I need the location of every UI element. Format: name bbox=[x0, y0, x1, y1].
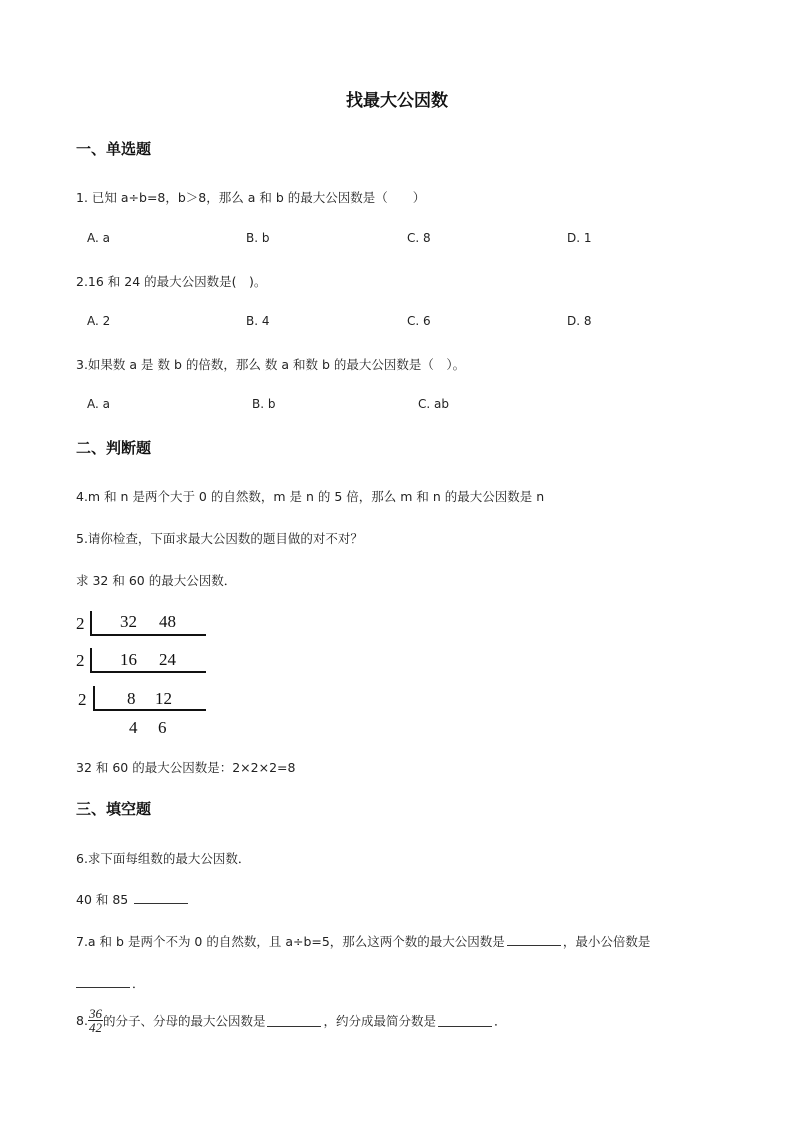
ladder-row-3-a: 8 bbox=[127, 689, 136, 708]
q8-simplest-blank[interactable] bbox=[438, 1014, 492, 1027]
q1-option-a: A. a bbox=[87, 231, 110, 245]
question-4: 4.m 和 n 是两个大于 0 的自然数，m 是 n 的 5 倍，那么 m 和 n 的最大公因数是 n bbox=[76, 489, 545, 504]
question-8-text-b: ，约分成最简分数是 bbox=[323, 1013, 436, 1029]
q8-gcd-blank[interactable] bbox=[267, 1014, 321, 1027]
section-heading-fill: 三、填空题 bbox=[76, 800, 152, 818]
fraction-numerator: 36 bbox=[88, 1006, 102, 1021]
section-heading-single-choice: 一、单选题 bbox=[76, 140, 152, 158]
question-8 bbox=[76, 1007, 506, 1034]
q2-option-c: C. 6 bbox=[407, 314, 431, 328]
question-7 bbox=[76, 932, 650, 950]
question-5-subtext: 求 32 和 60 的最大公因数． bbox=[76, 573, 237, 588]
ladder-divisor-1: 2 bbox=[76, 614, 85, 633]
q1-option-b: B. b bbox=[246, 231, 270, 245]
q3-option-c: C. ab bbox=[418, 397, 449, 411]
q3-option-a: A. a bbox=[87, 397, 110, 411]
question-7-text-a: 7.a 和 b 是两个不为 0 的自然数，且 a÷b=5，那么这两个数的最大公因数是 bbox=[76, 934, 505, 949]
question-8-text-a: 的分子、分母的最大公因数是 bbox=[102, 1013, 266, 1029]
ladder-horizontal-1 bbox=[90, 634, 206, 636]
question-5: 5.请你检查，下面求最大公因数的题目做的对不对？ bbox=[76, 531, 363, 546]
question-6-item-label: 40 和 85 bbox=[76, 892, 129, 907]
ladder-horizontal-3 bbox=[93, 709, 206, 711]
q2-option-b: B. 4 bbox=[246, 314, 270, 328]
ladder-vertical-1 bbox=[90, 611, 92, 635]
fraction-denominator: 42 bbox=[88, 1020, 102, 1035]
q1-option-c: C. 8 bbox=[407, 231, 431, 245]
ladder-vertical-3 bbox=[93, 686, 95, 710]
q3-option-b: B. b bbox=[252, 397, 276, 411]
ladder-vertical-2 bbox=[90, 648, 92, 672]
q2-option-a: A. 2 bbox=[87, 314, 111, 328]
question-2: 2.16 和 24 的最大公因数是( )。 bbox=[76, 274, 267, 289]
question-7-tail: ． bbox=[132, 976, 145, 991]
question-8-tail: ． bbox=[493, 1013, 507, 1029]
ladder-row-3-b: 12 bbox=[155, 689, 172, 708]
question-5-conclusion: 32 和 60 的最大公因数是：2×2×2=8 bbox=[76, 760, 296, 775]
ladder-result-a: 4 bbox=[129, 718, 138, 737]
question-8-prefix: 8. bbox=[76, 1013, 88, 1028]
question-6: 6.求下面每组数的最大公因数． bbox=[76, 851, 251, 866]
page-title: 找最大公因数 bbox=[346, 91, 448, 111]
ladder-row-1-a: 32 bbox=[120, 612, 137, 631]
ladder-divisor-2: 2 bbox=[76, 651, 85, 670]
question-7-continued bbox=[76, 974, 145, 992]
q1-option-d: D. 1 bbox=[567, 231, 592, 245]
question-6-item bbox=[76, 890, 190, 908]
ladder-horizontal-2 bbox=[90, 671, 206, 673]
ladder-row-2-a: 16 bbox=[120, 650, 137, 669]
q7-lcm-blank[interactable] bbox=[76, 975, 130, 988]
question-1: 1. 已知 a÷b=8，b＞8，那么 a 和 b 的最大公因数是（ ） bbox=[76, 190, 426, 205]
ladder-row-2-b: 24 bbox=[159, 650, 176, 669]
question-7-text-b: ，最小公倍数是 bbox=[562, 934, 651, 949]
question-8-fraction bbox=[88, 1007, 103, 1034]
section-heading-judge: 二、判断题 bbox=[76, 439, 152, 457]
q6-answer-blank[interactable] bbox=[134, 891, 188, 904]
question-3: 3.如果数 a 是 数 b 的倍数，那么 数 a 和数 b 的最大公因数是（ ）。 bbox=[76, 357, 466, 372]
ladder-divisor-3: 2 bbox=[78, 690, 87, 709]
q7-gcd-blank[interactable] bbox=[507, 933, 561, 946]
ladder-result-b: 6 bbox=[158, 718, 167, 737]
q2-option-d: D. 8 bbox=[567, 314, 592, 328]
ladder-row-1-b: 48 bbox=[159, 612, 176, 631]
